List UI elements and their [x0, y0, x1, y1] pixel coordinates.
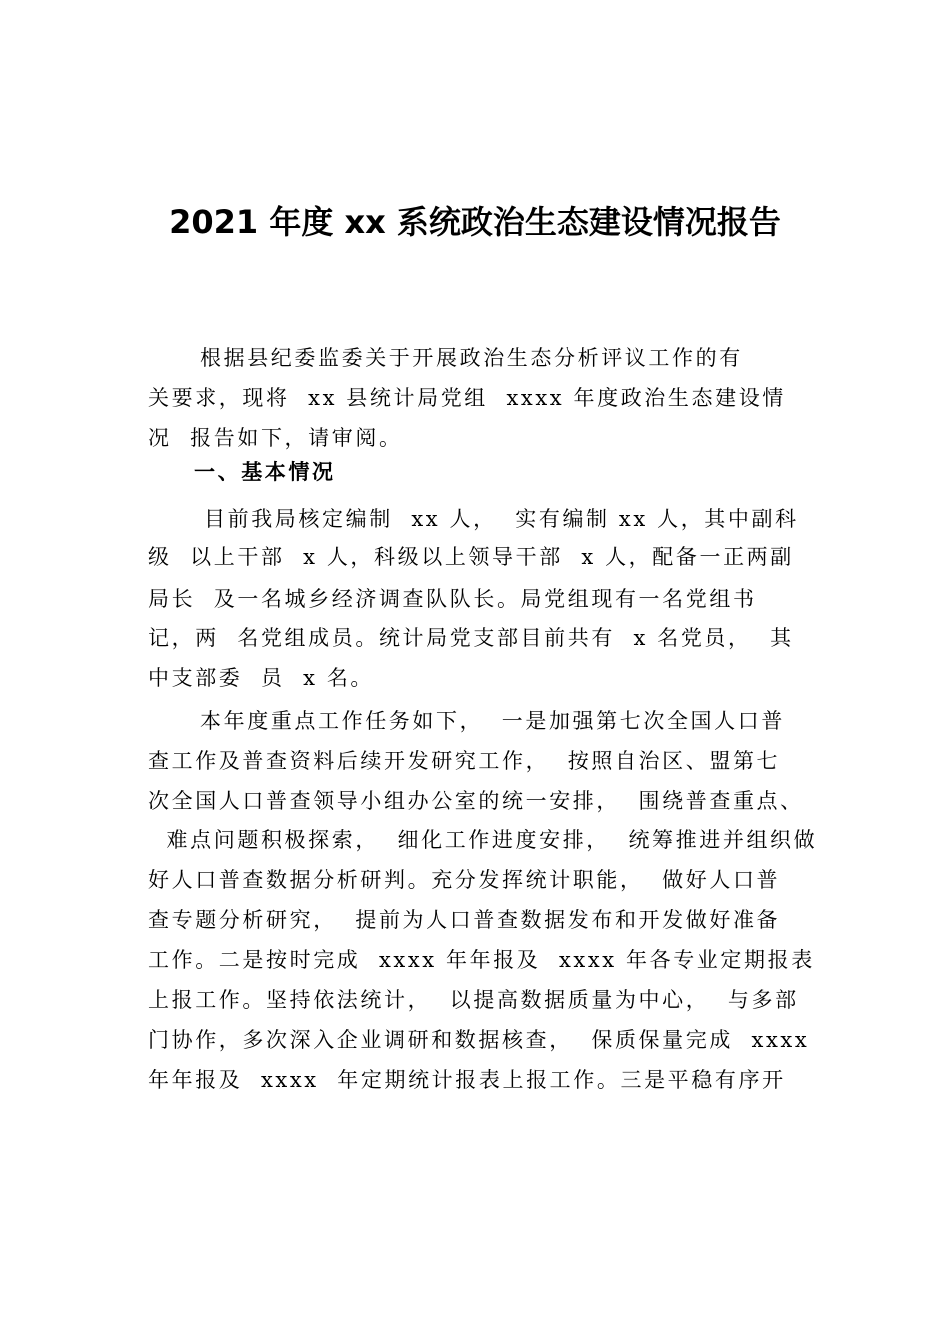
para1-line-5: 中支部委 员 x 名。: [148, 666, 375, 690]
para1-line-4: 记，两 名党组成员。统计局党支部目前共有 x 名党员， 其: [148, 626, 794, 650]
para2-line-7: 工作。二是按时完成 xxxx 年年报及 xxxx 年各专业定期报表: [148, 948, 815, 972]
intro-line-1: 根据县纪委监委关于开展政治生态分析评议工作的有: [200, 346, 743, 370]
para1-line-1: 目前我局核定编制 xx 人， 实有编制 xx 人，其中副科: [204, 507, 799, 531]
para2-line-1: 本年度重点工作任务如下， 一是加强第七次全国人口普: [200, 709, 785, 733]
para2-line-6: 查专题分析研究， 提前为人口普查数据发布和开发做好准备: [148, 908, 781, 932]
para1-line-2: 级 以上干部 x 人，科级以上领导干部 x 人，配备一正两副: [148, 545, 794, 569]
para2-line-2: 查工作及普查资料后续开发研究工作， 按照自治区、盟第七: [148, 749, 781, 773]
para2-line-5: 好人口普查数据分析研判。充分发挥统计职能， 做好人口普: [148, 868, 781, 892]
para1-line-3: 局长 及一名城乡经济调查队队长。局党组现有一名党组书: [148, 587, 757, 611]
section-heading-basic-situation: 一、基本情况: [194, 460, 336, 484]
para2-line-3: 次全国人口普查领导小组办公室的统一安排， 围绕普查重点、: [148, 789, 804, 813]
para2-line-8: 上报工作。坚持依法统计， 以提高数据质量为中心， 与多部: [148, 988, 799, 1012]
intro-line-2: 关要求，现将 xx 县统计局党组 xxxx 年度政治生态建设情: [148, 386, 786, 410]
para2-line-9: 门协作，多次深入企业调研和数据核查， 保质保量完成 xxxx: [148, 1028, 810, 1052]
intro-line-3: 况 报告如下，请审阅。: [148, 426, 403, 450]
para2-line-10: 年年报及 xxxx 年定期统计报表上报工作。三是平稳有序开: [148, 1068, 786, 1092]
document-title: 2021 年度 xx 系统政治生态建设情况报告: [169, 203, 781, 241]
para2-line-4: 难点问题积极探索， 细化工作进度安排， 统筹推进并组织做: [148, 828, 818, 852]
